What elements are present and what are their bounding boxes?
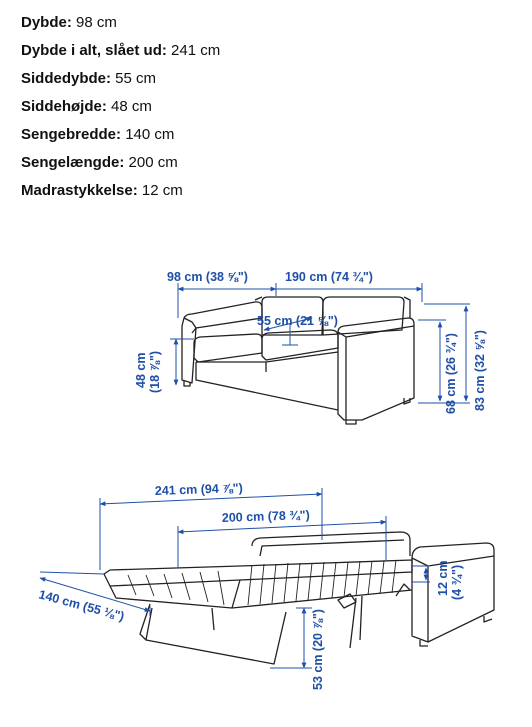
sofa-seat-height-label: 48 cm [134,352,148,388]
sofa-width-label: 190 cm (74 ¾") [285,270,373,284]
sofa-seat-height-inch-label: (18 ⅞") [148,350,162,393]
bed-mattress-inch-label: (4 ¾") [450,564,464,600]
sofa-dimension-labels [134,270,487,414]
sofa-dimensions [170,283,470,403]
sofa-arm-height-label: 68 cm (26 ¾") [444,333,458,414]
spec-seat-height: Siddehøjde: 48 cm [21,98,152,115]
bed-length-label: 200 cm (78 ¾") [221,507,310,525]
spec-mattress-thickness: Madrastykkelse: 12 cm [21,182,183,199]
spec-total-depth: Dybde i alt, slået ud: 241 cm [21,42,221,59]
spec-bed-width: Sengebredde: 140 cm [21,126,175,143]
sofa-seat-depth-label: 55 cm (21 ⅝") [257,314,338,328]
bed-mattress-label: 12 cm [436,560,450,596]
spec-depth: Dybde: 98 cm [21,14,117,31]
sofa-depth-label: 98 cm (38 ⅝") [167,270,248,284]
spec-seat-depth: Siddedybde: 55 cm [21,70,157,87]
bed-total-depth-label: 241 cm (94 ⅞") [154,480,243,498]
bed-width-label: 140 cm (55 ⅛") [37,587,126,624]
sofa-bed-drawing [104,532,494,664]
bed-height-label: 53 cm (20 ⅞") [311,609,325,690]
sofa-total-height-label: 83 cm (32 ⅝") [473,330,487,411]
sofa-bed-dimension-labels [37,481,464,690]
spec-bed-length: Sengelængde: 200 cm [21,154,178,171]
